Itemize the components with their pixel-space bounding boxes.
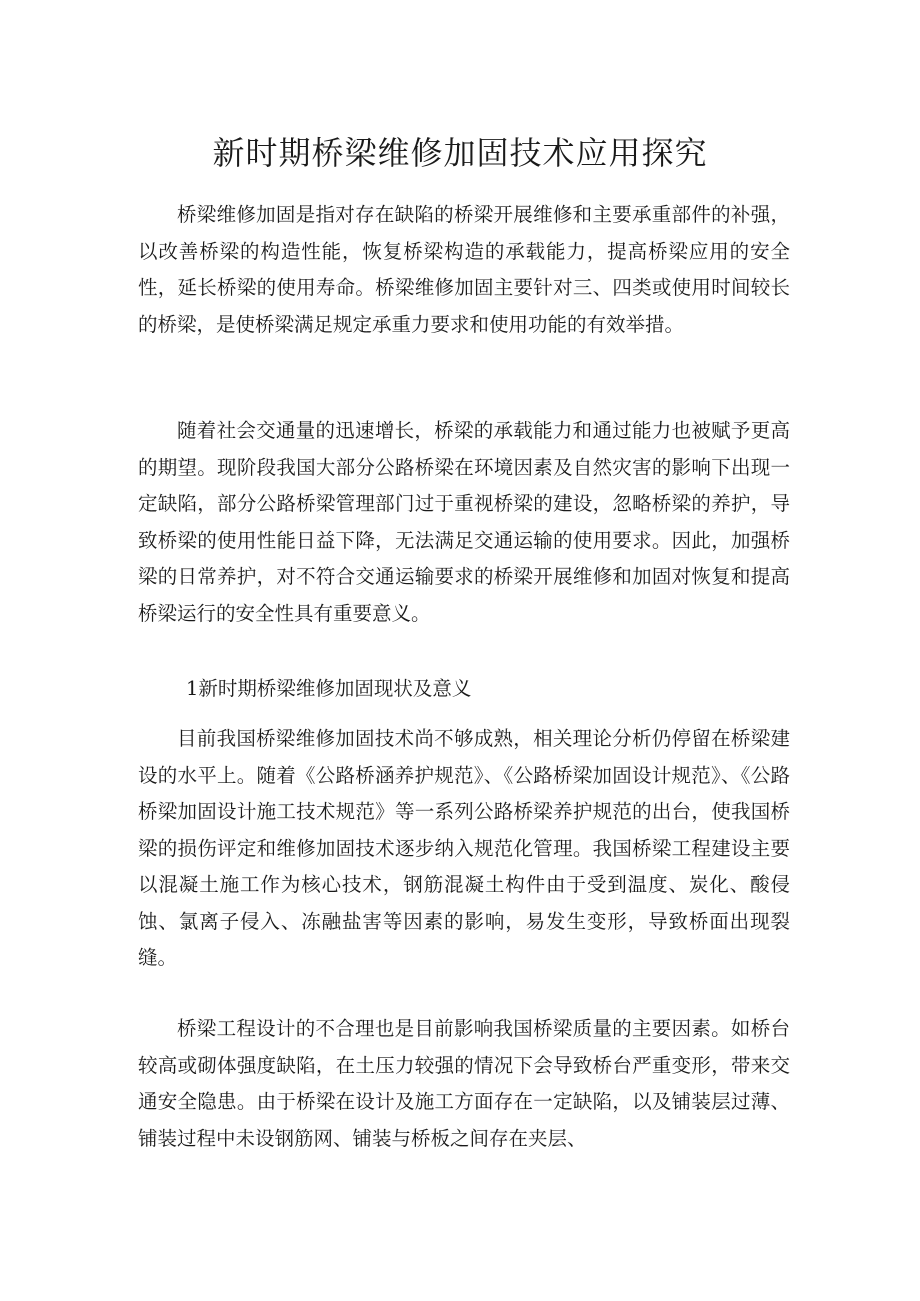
paragraph-status: 目前我国桥梁维修加固技术尚不够成熟，相关理论分析仍停留在桥梁建设的水平上。随着《公路桥涵养护规范》、《公路桥梁加固设计规范》、《公路桥梁加固设计施工技术规范》等一系列公路桥梁养护规范的出台，使我国桥梁的损伤评定和维修加固技术逐步纳入规范化管理。我国桥梁工程建设主要以混凝土施工作为核心技术，钢筋混凝土构件由于受到温度、炭化、酸侵蚀、氯离子侵入、冻融盐害等因素的影响，易发生变形，导致桥面出现裂缝。	[138, 727, 790, 969]
paragraph-background: 随着社会交通量的迅速增长，桥梁的承载能力和通过能力也被赋予更高的期望。现阶段我国大部分公路桥梁在环境因素及自然灾害的影响下出现一定缺陷，部分公路桥梁管理部门过于重视桥梁的建设，忽略桥梁的养护，导致桥梁的使用性能日益下降，无法满足交通运输的使用要求。因此，加强桥梁的日常养护，对不符合交通运输要求的桥梁开展维修和加固对恢复和提高桥梁运行的安全性具有重要意义。	[138, 419, 790, 625]
document-title: 新时期桥梁维修加固技术应用探究	[212, 134, 708, 172]
paragraph-intro: 桥梁维修加固是指对存在缺陷的桥梁开展维修和主要承重部件的补强，以改善桥梁的构造性能，恢复桥梁构造的承载能力，提高桥梁应用的安全性，延长桥梁的使用寿命。桥梁维修加固主要针对三、四类或使用时间较长的桥梁，是使桥梁满足规定承重力要求和使用功能的有效举措。	[138, 203, 790, 336]
section-heading: 1新时期桥梁维修加固现状及意义	[186, 677, 472, 700]
paragraph-design-issues: 桥梁工程设计的不合理也是目前影响我国桥梁质量的主要因素。如桥台较高或砌体强度缺陷，在土压力较强的情况下会导致桥台严重变形，带来交通安全隐患。由于桥梁在设计及施工方面存在一定缺陷，以及铺装层过薄、铺装过程中未设钢筋网、铺装与桥板之间存在夹层、	[138, 1017, 790, 1150]
